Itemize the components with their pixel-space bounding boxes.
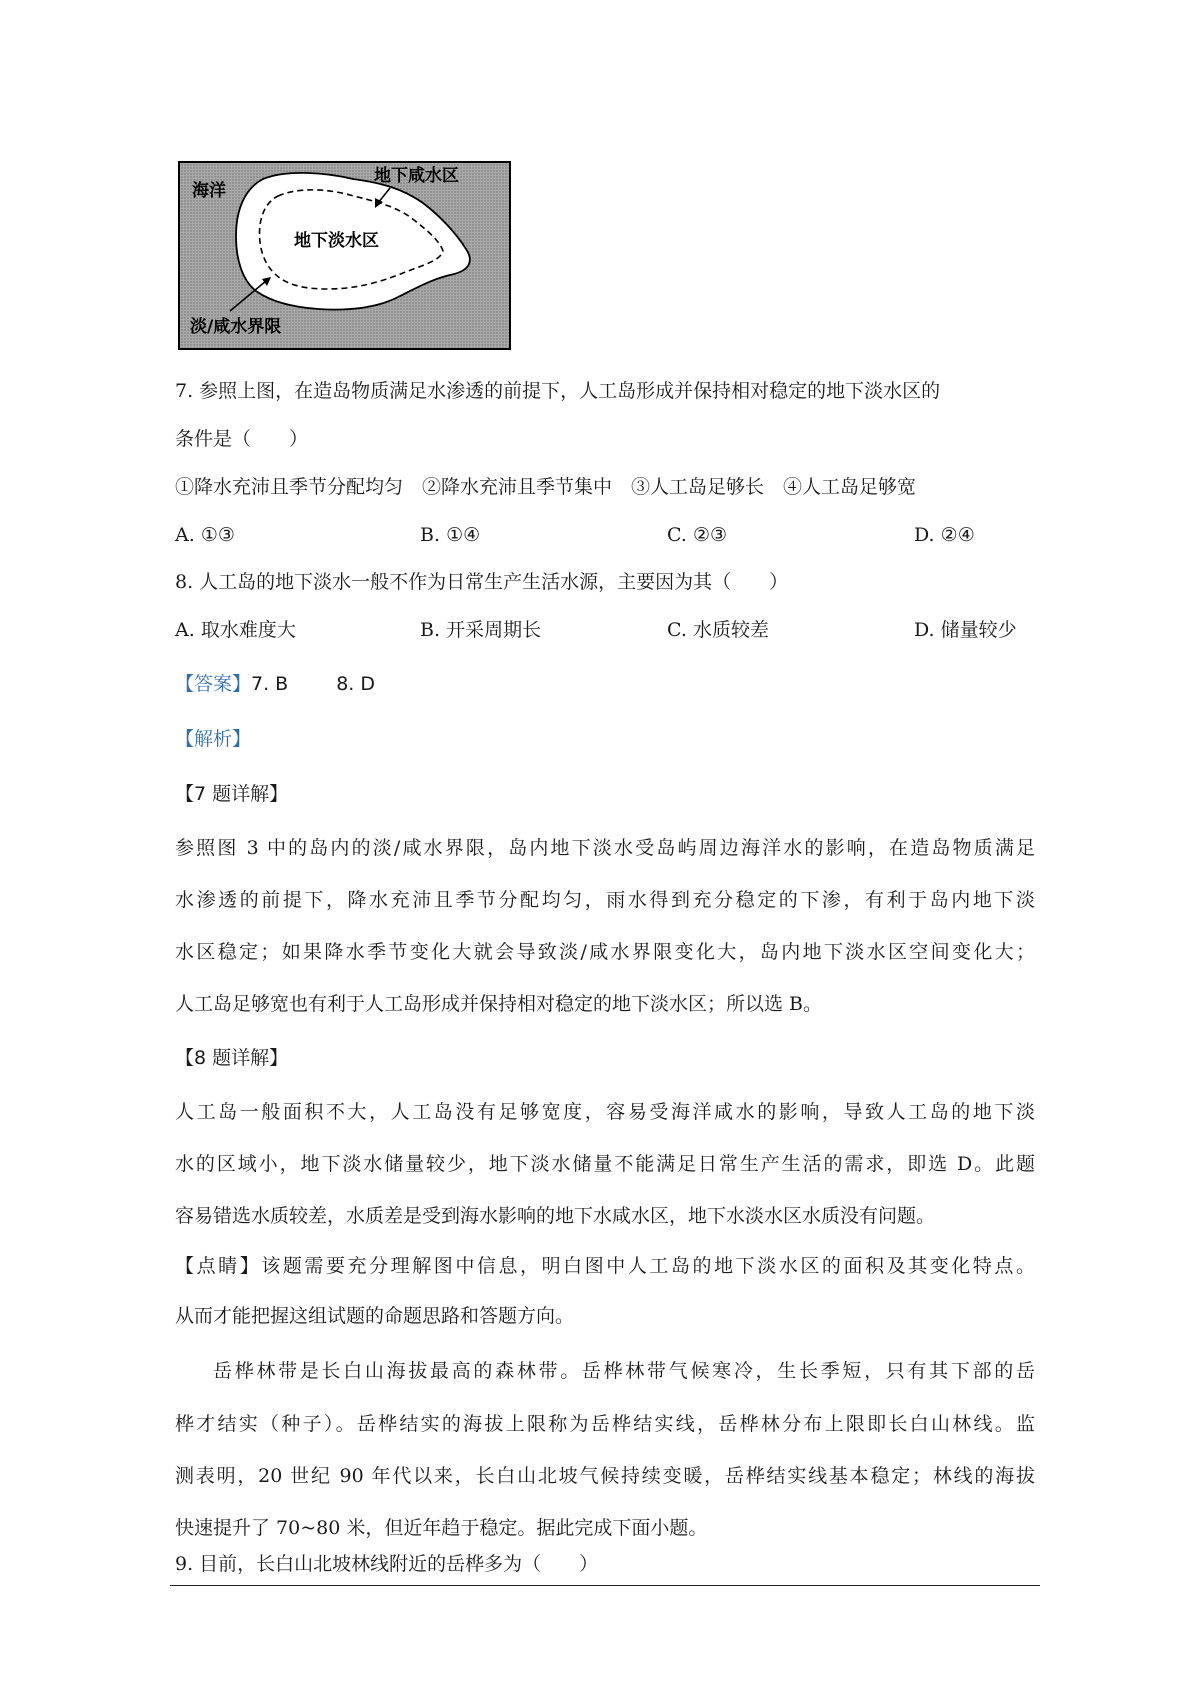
q7-option-a[interactable] [175, 522, 235, 548]
option-text: ①③ [200, 524, 235, 546]
q7-detail-line: 水渗透的前提下，降水充沛且季节分配均匀，雨水得到充分稳定的下渗，有利于岛内地下淡 [175, 889, 1035, 911]
passage-line: 桦才结实（种子）。岳桦结实的海拔上限称为岳桦结实线，岳桦林分布上限即长白山林线。监 [175, 1413, 1035, 1435]
q8-option-d[interactable] [914, 617, 1017, 643]
q8-detail-line: 人工岛一般面积不大，人工岛没有足够宽度，容易受海洋咸水的影响，导致人工岛的地下淡 [175, 1101, 1035, 1123]
q8-option-c[interactable] [667, 617, 769, 643]
q7-detail-line: 人工岛足够宽也有利于人工岛形成并保持相对稳定的地下淡水区；所以选 B。 [175, 993, 823, 1015]
analysis-tag: 【解析】 [175, 728, 252, 750]
option-letter: C. [667, 619, 687, 641]
q7-statements: ①降水充沛且季节分配均匀 ②降水充沛且季节集中 ③人工岛足够长 ④人工岛足够宽 [175, 476, 917, 498]
option-text: ②③ [692, 524, 728, 546]
q8-detail-line: 水的区域小，地下淡水储量较少，地下淡水储量不能满足日常生产生活的需求，即选 D。此题 [175, 1153, 1035, 1175]
q7-stem-line2: 条件是（ ） [175, 428, 309, 450]
passage-line: 测表明，20 世纪 90 年代以来，长白山北坡气候持续变暖，岳桦结实线基本稳定；林线的海拔 [175, 1465, 1035, 1487]
passage-line: 快速提升了 70~80 米，但近年趋于稳定。据此完成下面小题。 [175, 1517, 708, 1539]
q8-option-b[interactable] [420, 617, 541, 643]
q7-option-c[interactable] [667, 522, 727, 548]
tip-line: 从而才能把握这组试题的命题思路和答题方向。 [175, 1305, 575, 1327]
q7-detail-line: 参照图 3 中的岛内的淡/咸水界限，岛内地下淡水受岛屿周边海洋水的影响，在造岛物质满足 [175, 837, 1035, 859]
q7-stem-line1: 7. 参照上图，在造岛物质满足水渗透的前提下，人工岛形成并保持相对稳定的地下淡水区的 [175, 380, 941, 402]
island-map [178, 161, 511, 350]
q8-option-a[interactable] [175, 617, 296, 643]
answer-8: 8. D [336, 673, 376, 695]
option-text: ②④ [940, 524, 975, 546]
q9-stem: 9. 目前，长白山北坡林线附近的岳桦多为（ ） [175, 1553, 599, 1575]
passage-line: 岳桦林带是长白山海拔最高的森林带。岳桦林带气候寒冷，生长季短，只有其下部的岳 [213, 1360, 1035, 1382]
option-text: 取水难度大 [200, 619, 296, 641]
option-text: 储量较少 [940, 619, 1017, 641]
q7-detail-line: 水区稳定；如果降水季节变化大就会导致淡/咸水界限变化大，岛内地下淡水区空间变化大； [175, 941, 1035, 963]
q7-option-b[interactable] [420, 522, 480, 548]
option-letter: A. [175, 524, 195, 546]
option-letter: C. [667, 524, 687, 546]
answer-tag: 【答案】 [175, 673, 252, 695]
option-text: 开采周期长 [446, 619, 542, 641]
answer-line [175, 671, 375, 697]
q7-option-d[interactable] [914, 522, 975, 548]
island-groundwater-figure [178, 161, 511, 350]
saline-zone-label: 地下咸水区 [374, 166, 459, 186]
footer-divider [170, 1585, 1040, 1586]
option-letter: D. [914, 524, 935, 546]
q8-detail-heading: 【8 题详解】 [175, 1047, 289, 1069]
option-text: 水质较差 [692, 619, 769, 641]
tip-line: 【点睛】该题需要充分理解图中信息，明白图中人工岛的地下淡水区的面积及其变化特点。 [175, 1255, 1035, 1277]
answer-7: 7. B [251, 673, 289, 695]
boundary-label: 淡/咸水界限 [190, 317, 282, 337]
option-text: ①④ [446, 524, 481, 546]
sea-label: 海洋 [192, 181, 226, 201]
q8-stem: 8. 人工岛的地下淡水一般不作为日常生产生活水源，主要因为其（ ） [175, 571, 789, 593]
q8-detail-line: 容易错选水质较差，水质差是受到海水影响的地下水咸水区，地下水淡水区水质没有问题。 [175, 1205, 936, 1227]
option-letter: B. [420, 619, 441, 641]
fresh-zone-label: 地下淡水区 [294, 231, 379, 251]
option-letter: D. [914, 619, 935, 641]
q7-detail-heading: 【7 题详解】 [175, 783, 289, 805]
option-letter: B. [420, 524, 441, 546]
option-letter: A. [175, 619, 195, 641]
